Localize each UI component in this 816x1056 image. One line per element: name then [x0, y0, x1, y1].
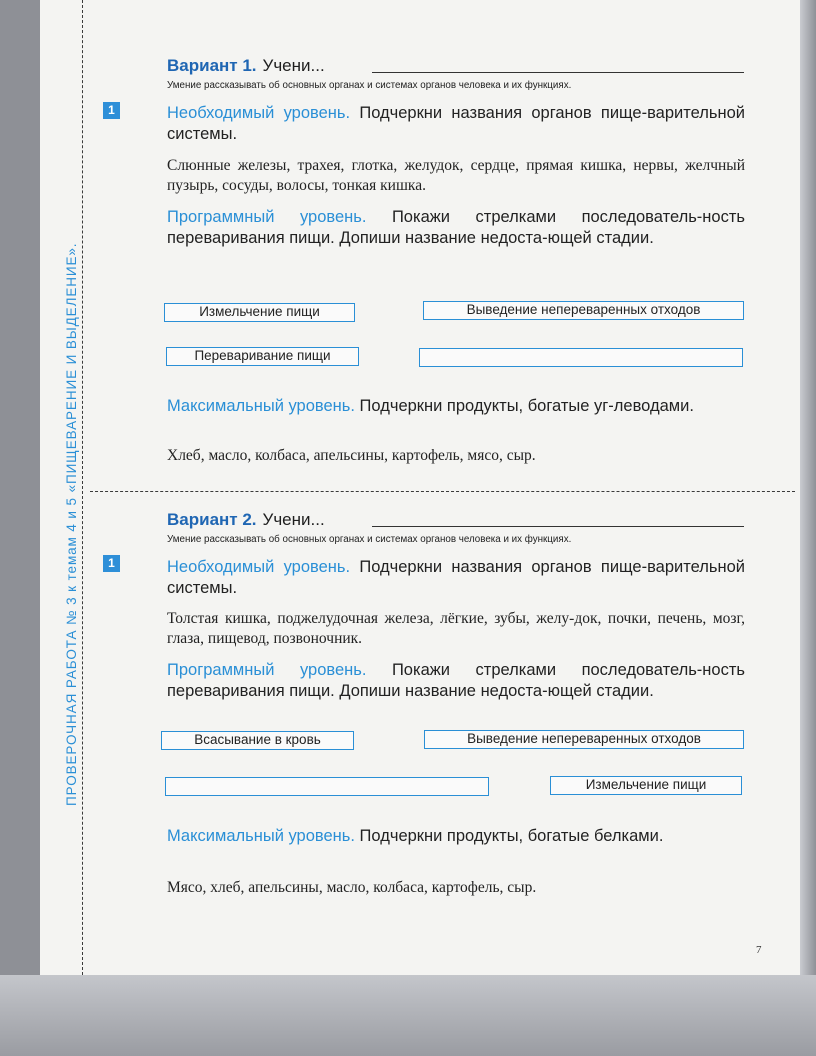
max-level-task — [167, 826, 745, 847]
product-list[interactable]: Хлеб, масло, колбаса, апельсины, картофель, мясо, сыр. — [167, 447, 536, 464]
variant-heading — [167, 56, 745, 78]
required-level-instruction: Подчеркни названия органов пище-варительной системы. — [167, 558, 745, 597]
required-level-task — [167, 557, 745, 599]
vertical-cut-line — [82, 0, 83, 975]
variant-1 — [108, 56, 745, 464]
pupil-label: Учени... — [262, 510, 325, 529]
variant-label: Вариант 1. — [167, 56, 257, 75]
stage-box[interactable]: Выведение непереваренных отходов — [423, 301, 744, 320]
variant-subtitle: Умение рассказывать об основных органах и системах органов человека и их функциях. — [167, 80, 572, 91]
variant-subtitle: Умение рассказывать об основных органах и системах органов человека и их функциях. — [167, 534, 572, 545]
page-shadow-right — [800, 0, 816, 975]
program-level-label: Программный уровень. — [167, 208, 367, 226]
max-level-task — [167, 396, 745, 417]
stage-box[interactable]: Переваривание пищи — [166, 347, 359, 366]
program-level-label: Программный уровень. — [167, 661, 367, 679]
program-level-task — [167, 207, 745, 249]
variant-label: Вариант 2. — [167, 510, 257, 529]
task-number-badge: 1 — [103, 102, 120, 119]
stage-box[interactable]: Всасывание в кровь — [161, 731, 354, 750]
program-level-task — [167, 660, 745, 702]
side-title: ПРОВЕРОЧНАЯ РАБОТА № 3 к темам 4 и 5 «ПИЩЕВАРЕНИЕ И ВЫДЕЛЕНИЕ». — [64, 242, 79, 806]
required-level-instruction: Подчеркни названия органов пище-варительной системы. — [167, 104, 745, 143]
missing-stage-input[interactable] — [419, 348, 743, 367]
pupil-label: Учени... — [262, 56, 325, 75]
program-level-instruction: Покажи стрелками последователь-ность переваривания пищи. Допиши название недоста-ющей стадии. — [167, 208, 745, 247]
task-number-badge: 1 — [103, 555, 120, 572]
page-number: 7 — [756, 944, 762, 956]
variant-heading — [167, 510, 745, 532]
organ-list[interactable]: Толстая кишка, поджелудочная железа, лёгкие, зубы, желу-док, почки, печень, мозг, глаза, пищевод, позвоночник. — [167, 610, 745, 647]
stage-box[interactable]: Выведение непереваренных отходов — [424, 730, 744, 749]
stage-box[interactable]: Измельчение пищи — [550, 776, 742, 795]
required-level-label: Необходимый уровень. — [167, 104, 351, 122]
missing-stage-input[interactable] — [165, 777, 489, 796]
page-shadow-bottom — [0, 975, 816, 1056]
horizontal-cut-line — [90, 491, 795, 492]
variant-2 — [108, 510, 745, 896]
pupil-name-line[interactable] — [372, 72, 744, 73]
organ-list[interactable]: Слюнные железы, трахея, глотка, желудок, сердце, прямая кишка, нервы, желчный пузырь, сосуды, волосы, тонкая кишка. — [167, 157, 745, 194]
max-level-instruction: Подчеркни продукты, богатые белками. — [354, 827, 664, 845]
required-level-task — [167, 103, 745, 145]
pupil-name-line[interactable] — [372, 526, 744, 527]
product-list[interactable]: Мясо, хлеб, апельсины, масло, колбаса, картофель, сыр. — [167, 879, 537, 896]
max-level-label: Максимальный уровень. — [167, 397, 355, 415]
max-level-label: Максимальный уровень. — [167, 827, 355, 845]
program-level-instruction: Покажи стрелками последователь-ность переваривания пищи. Допиши название недоста-ющей стадии. — [167, 661, 745, 700]
max-level-instruction: Подчеркни продукты, богатые уг-леводами. — [354, 397, 694, 415]
required-level-label: Необходимый уровень. — [167, 558, 351, 576]
stage-box[interactable]: Измельчение пищи — [164, 303, 355, 322]
